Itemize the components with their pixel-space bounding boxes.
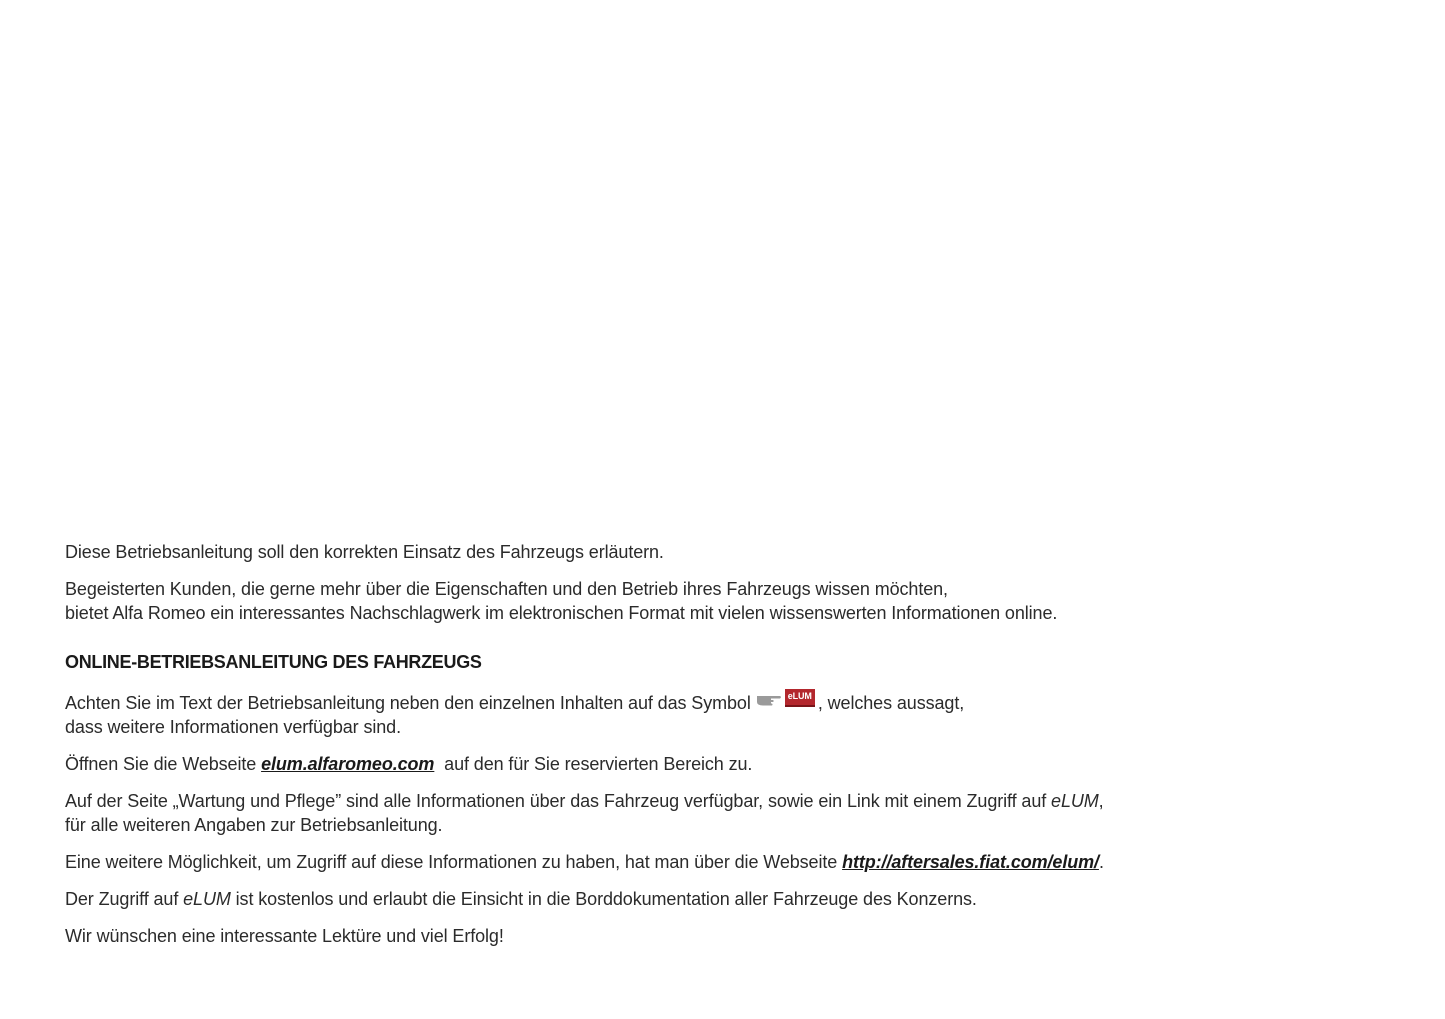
online-info-line-2: bietet Alfa Romeo ein interessantes Nachschlagwerk im elektronischen Format mit vielen wissenswerten Informationen online. xyxy=(65,603,1058,623)
aftersales-fiat-link[interactable]: http://aftersales.fiat.com/elum/ xyxy=(842,852,1099,872)
elum-symbol xyxy=(756,689,815,707)
access-text-after: ist kostenlos und erlaubt die Einsicht in die Borddokumentation aller Fahrzeuge des Konzerns. xyxy=(235,889,977,909)
website-text-after: auf den für Sie reservierten Bereich zu. xyxy=(444,754,753,774)
closing-paragraph: Wir wünschen eine interessante Lektüre und viel Erfolg! xyxy=(65,926,504,946)
service-text-after: , xyxy=(1098,791,1104,811)
alternative-paragraph xyxy=(65,850,1385,874)
symbol-text-before: Achten Sie im Text der Betriebsanleitung neben den einzelnen Inhalten auf das Symbol xyxy=(65,693,751,713)
section-heading: ONLINE-BETRIEBSANLEITUNG DES FAHRZEUGS xyxy=(65,652,482,672)
access-elum-term: eLUM xyxy=(183,889,231,909)
symbol-line-1 xyxy=(65,689,1385,715)
website-text-before: Öffnen Sie die Webseite xyxy=(65,754,257,774)
online-info-paragraph xyxy=(65,577,1385,625)
online-info-line-1: Begeisterten Kunden, die gerne mehr über die Eigenschaften und den Betrieb ihres Fahrzeugs wissen möchten, xyxy=(65,579,948,599)
elum-alfaromeo-link[interactable]: elum.alfaromeo.com xyxy=(261,754,435,774)
service-elum-term: eLUM xyxy=(1051,791,1099,811)
intro-paragraph: Diese Betriebsanleitung soll den korrekten Einsatz des Fahrzeugs erläutern. xyxy=(65,542,664,562)
service-line-2: für alle weiteren Angaben zur Betriebsanleitung. xyxy=(65,815,443,835)
access-paragraph xyxy=(65,887,1385,911)
symbol-paragraph xyxy=(65,689,1385,739)
symbol-text-after: , welches aussagt, xyxy=(817,693,965,713)
pointing-hand-icon xyxy=(756,690,782,706)
alternative-text-after: . xyxy=(1098,852,1104,872)
service-line-1 xyxy=(65,789,1385,813)
service-paragraph xyxy=(65,789,1385,837)
service-text-before: Auf der Seite „Wartung und Pflege” sind alle Informationen über das Fahrzeug verfügbar, sowie ein Link mit einem Zugriff auf xyxy=(65,791,1047,811)
alternative-text-before: Eine weitere Möglichkeit, um Zugriff auf diese Informationen zu haben, hat man über die Webseite xyxy=(65,852,838,872)
access-text-before: Der Zugriff auf xyxy=(65,889,179,909)
symbol-line-2: dass weitere Informationen verfügbar sind. xyxy=(65,717,401,737)
website-paragraph xyxy=(65,752,1385,776)
document-body xyxy=(65,540,1385,961)
elum-badge: eLUM xyxy=(785,689,815,707)
